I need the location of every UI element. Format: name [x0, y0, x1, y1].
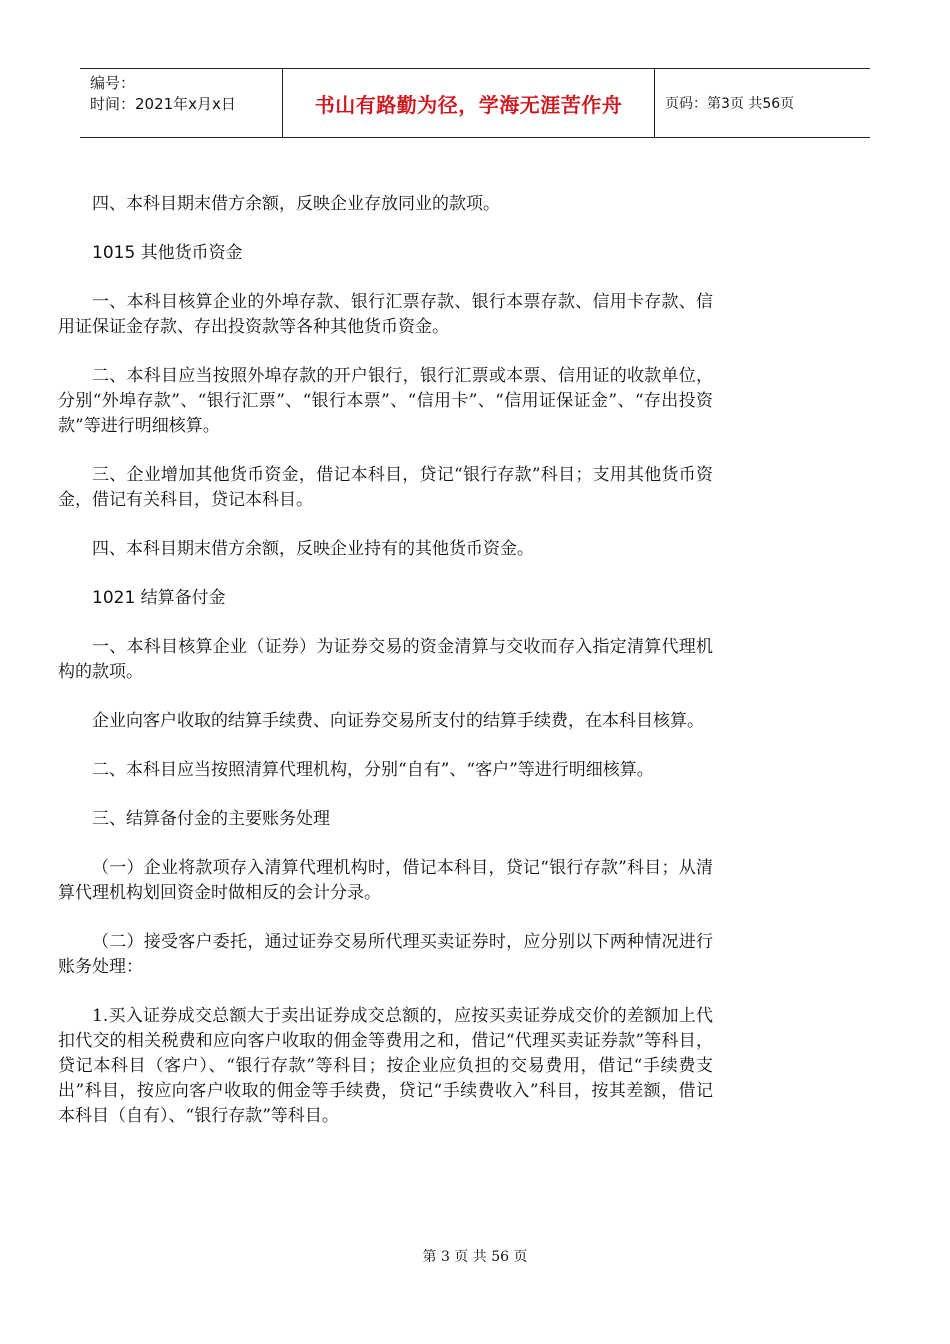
- paragraph: （二）接受客户委托，通过证券交易所代理买卖证券时，应分别以下两种情况进行账务处理：: [58, 932, 713, 977]
- header-page-info: 页码：第3页 共56页: [665, 96, 795, 112]
- paragraph: 1.买入证券成交总额大于卖出证券成交总额的，应按买卖证券成交价的差额加上代扣代交的相关税费和应向客户收取的佣金等费用之和，借记“代理买卖证券款”等科目，贷记本科目（客户）、“银行存款”等科目；按企业应负担的交易费用，借记“手续费支出”科目，按应向客户收取的佣金等手续费，贷记“手续费收入”科目，按其差额，借记本科目（自有）、“银行存款”等科目。: [58, 1006, 713, 1126]
- paragraph: 四、本科目期末借方余额，反映企业存放同业的款项。: [92, 194, 500, 214]
- section-heading: 1021 结算备付金: [92, 588, 226, 608]
- document-body: [58, 192, 713, 1153]
- page-header: [80, 68, 870, 138]
- paragraph: 三、结算备付金的主要账务处理: [92, 809, 330, 829]
- header-left: [80, 69, 282, 137]
- paragraph: 四、本科目期末借方余额，反映企业持有的其他货币资金。: [92, 539, 534, 559]
- paragraph: 三、企业增加其他货币资金，借记本科目，贷记“银行存款”科目；支用其他货币资金，借记有关科目，贷记本科目。: [58, 465, 713, 510]
- page-footer: 第 3 页 共 56 页: [422, 1249, 528, 1265]
- paragraph: 企业向客户收取的结算手续费、向证券交易所支付的结算手续费，在本科目核算。: [92, 711, 704, 731]
- date-label: 时间：2021年x月x日: [90, 95, 236, 113]
- section-heading: 1015 其他货币资金: [92, 243, 243, 263]
- number-label: 编号：: [90, 74, 136, 92]
- paragraph: 二、本科目应当按照外埠存款的开户银行，银行汇票或本票、信用证的收款单位，分别“外埠存款”、“银行汇票”、“银行本票”、“信用卡”、“信用证保证金”、“存出投资款”等进行明细核算。: [58, 366, 713, 436]
- paragraph: 二、本科目应当按照清算代理机构，分别“自有”、“客户”等进行明细核算。: [92, 760, 654, 780]
- paragraph: 一、本科目核算企业（证券）为证券交易的资金清算与交收而存入指定清算代理机构的款项。: [58, 637, 713, 682]
- paragraph: （一）企业将款项存入清算代理机构时，借记本科目，贷记“银行存款”科目；从清算代理机构划回资金时做相反的会计分录。: [58, 858, 713, 903]
- header-motto: 书山有路勤为径，学海无涯苦作舟: [282, 69, 655, 137]
- paragraph: 一、本科目核算企业的外埠存款、银行汇票存款、银行本票存款、信用卡存款、信用证保证金存款、存出投资款等各种其他货币资金。: [58, 292, 713, 337]
